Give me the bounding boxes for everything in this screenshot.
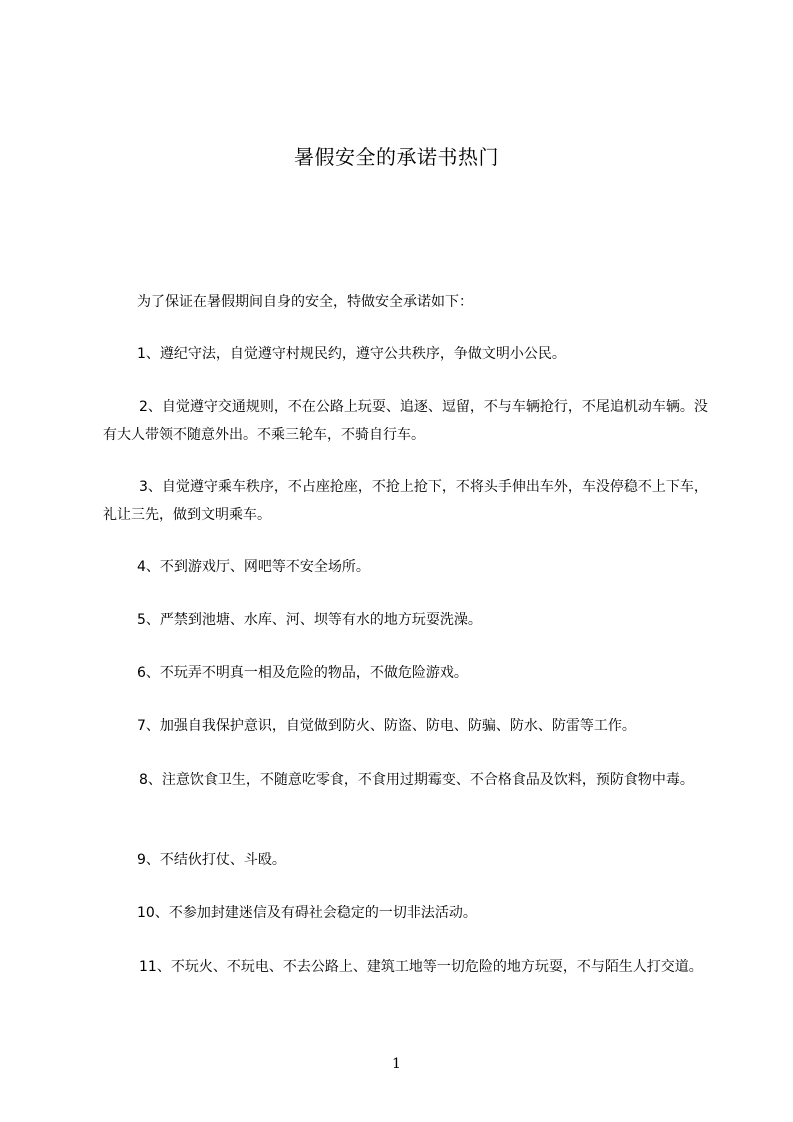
list-item: 10、不参加封建迷信及有碍社会稳定的一切非法活动。 <box>137 905 477 921</box>
list-item: 1、遵纪守法，自觉遵守村规民约，遵守公共秩序，争做文明小公民。 <box>137 346 566 362</box>
list-item: 11、不玩火、不玩电、不去公路上、建筑工地等一切危险的地方玩耍，不与陌生人打交道。 <box>139 959 703 975</box>
list-item: 5、严禁到池塘、水库、河、坝等有水的地方玩耍洗澡。 <box>137 612 482 628</box>
list-item: 4、不到游戏厅、网吧等不安全场所。 <box>137 559 370 575</box>
page-number: 1 <box>392 1056 401 1072</box>
list-item: 2、自觉遵守交通规则，不在公路上玩耍、追逐、逗留，不与车辆抢行，不尾追机动车辆。没有大人带领不随意外出。不乘三轮车，不骑自行车。 <box>103 399 708 443</box>
intro-paragraph: 为了保证在暑假期间自身的安全，特做安全承诺如下： <box>137 294 473 310</box>
list-item: 6、不玩弄不明真一相及危险的物品，不做危险游戏。 <box>137 665 468 681</box>
list-item: 9、不结伙打仗、斗殴。 <box>137 852 286 868</box>
list-item: 7、加强自我保护意识，自觉做到防火、防盗、防电、防骗、防水、防雷等工作。 <box>137 718 636 734</box>
list-item: 3、自觉遵守乘车秩序，不占座抢座，不抢上抢下，不将头手伸出车外，车没停稳不上下车，礼让三先，做到文明乘车。 <box>103 479 708 523</box>
page-title: 暑假安全的承诺书热门 <box>294 145 499 169</box>
list-item: 8、注意饮食卫生，不随意吃零食，不食用过期霉变、不合格食品及饮料，预防食物中毒。 <box>139 772 694 788</box>
